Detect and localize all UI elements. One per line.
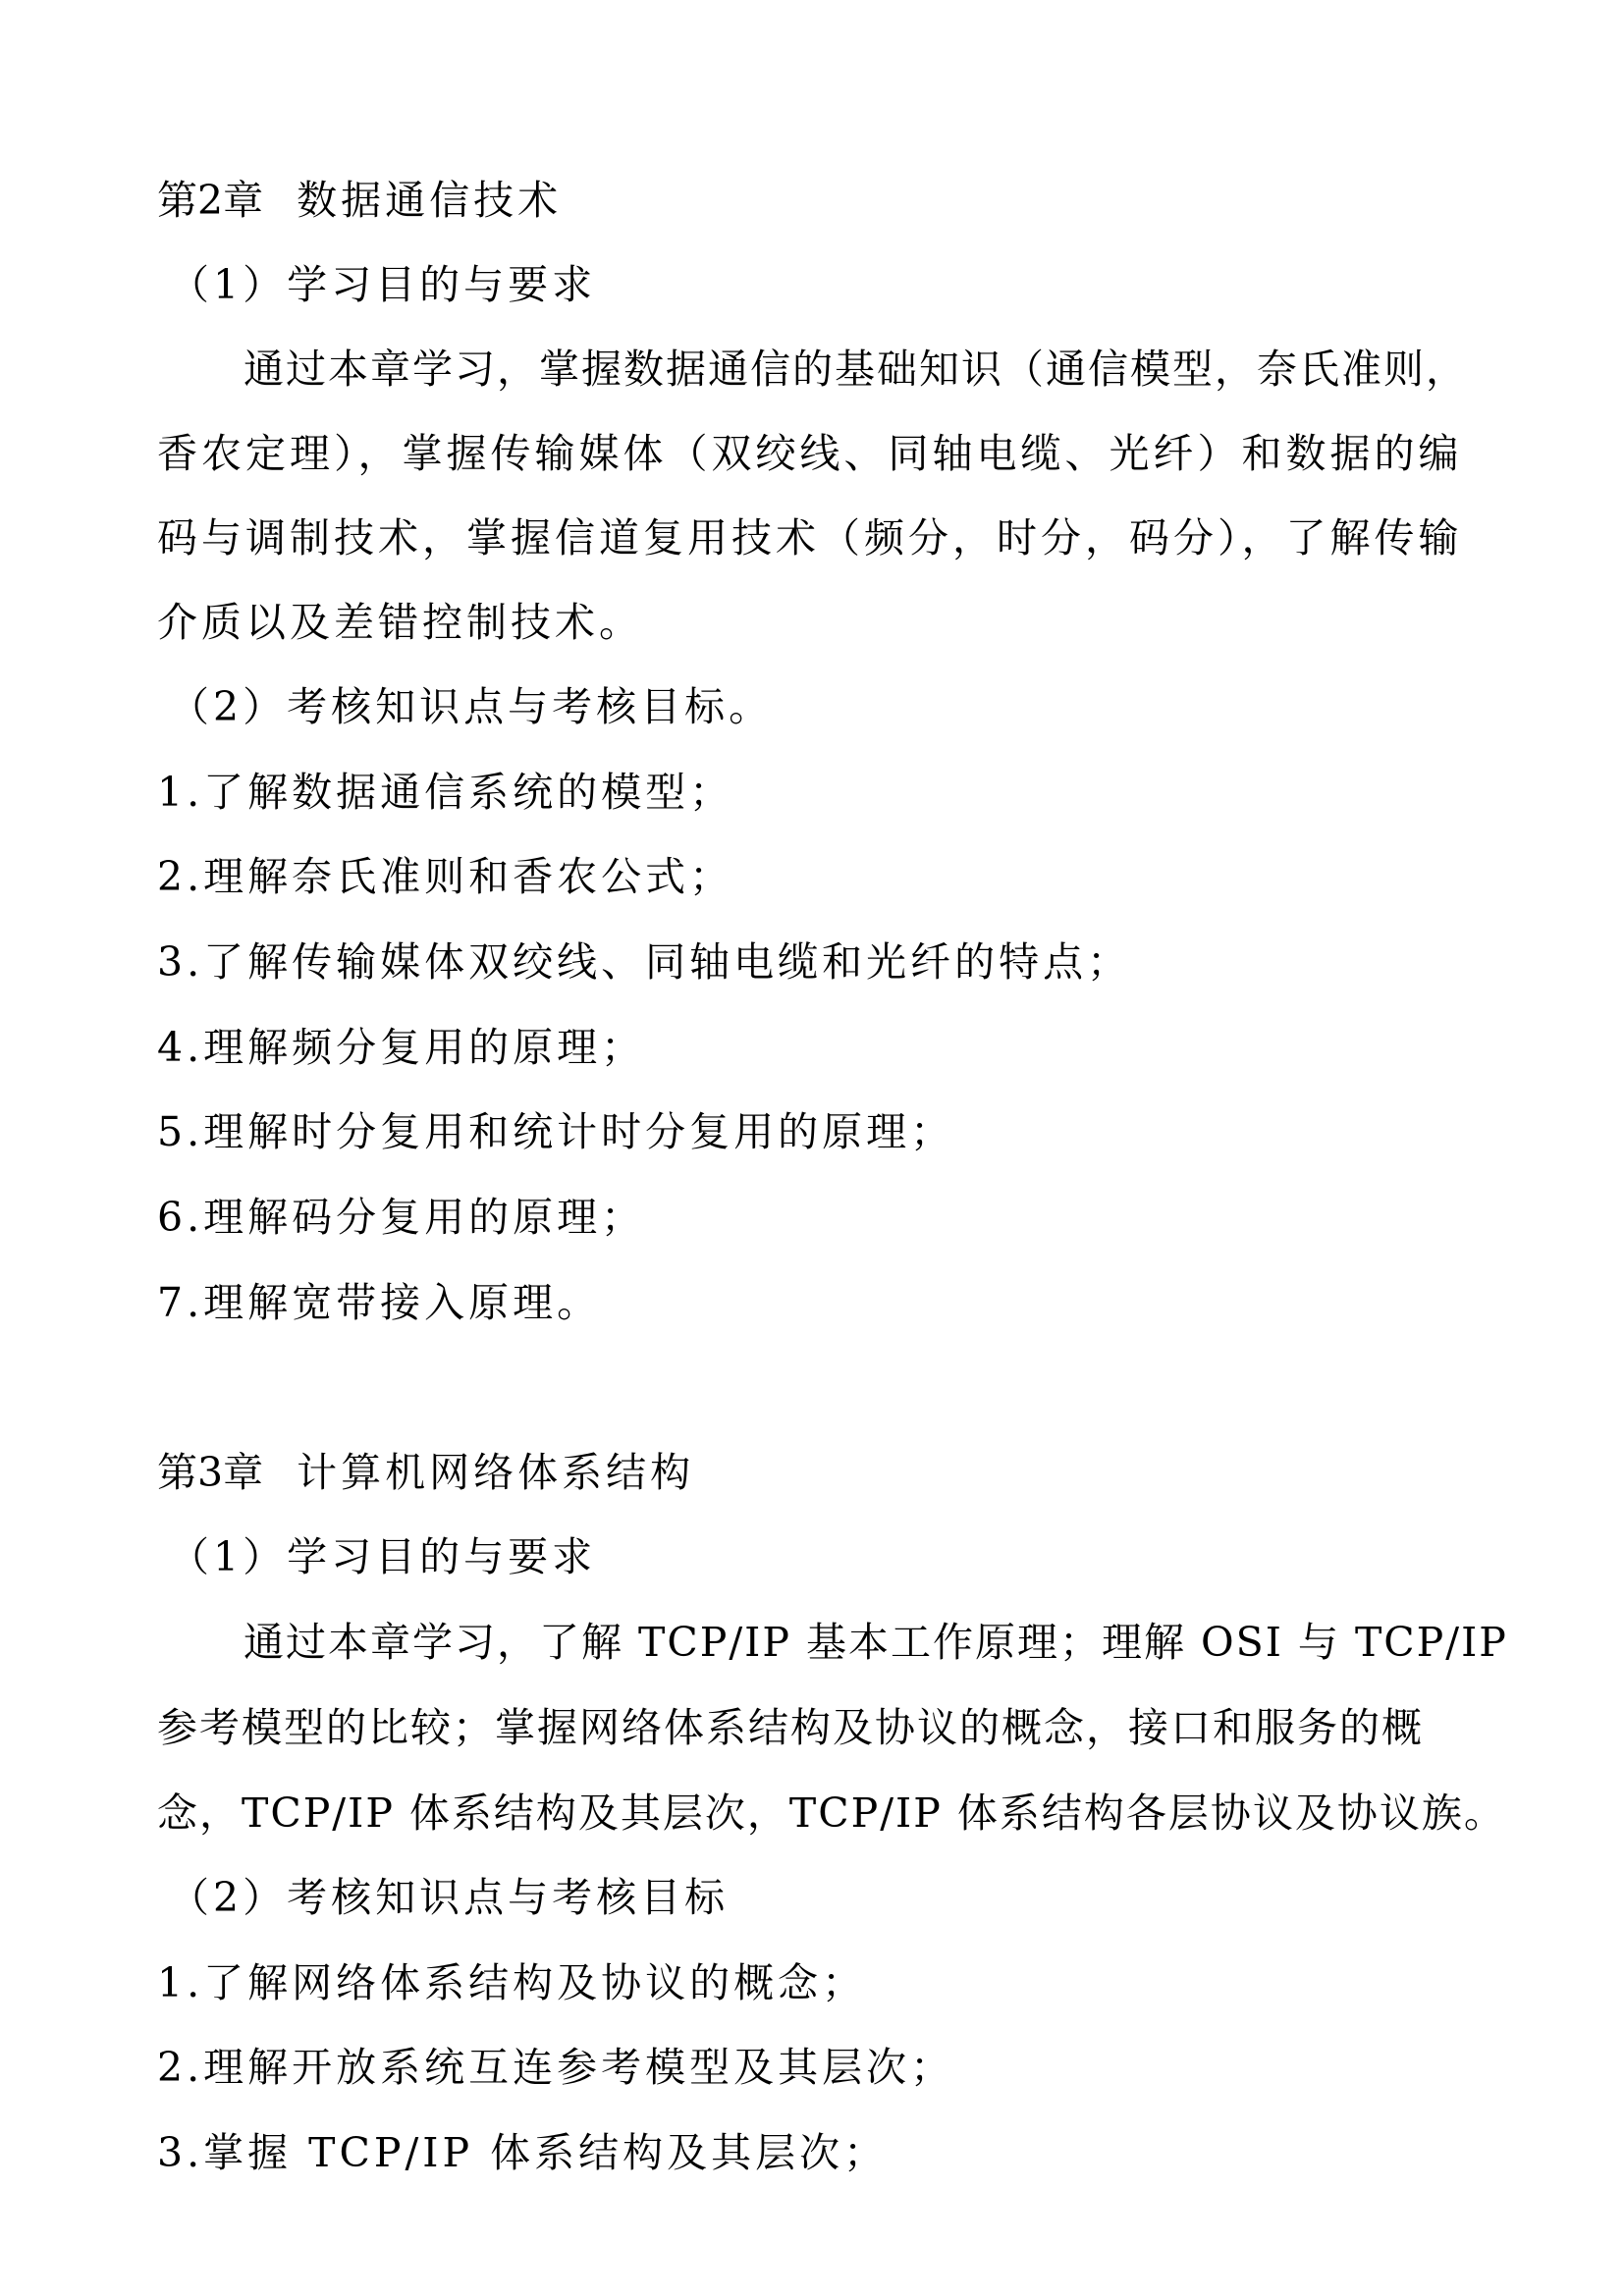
chapter3-name: 计算机网络体系结构 bbox=[297, 1449, 695, 1496]
chapter2-number: 第2章 bbox=[157, 177, 264, 224]
chapter2-item-1: 1.了解数据通信系统的模型； bbox=[157, 769, 734, 816]
chapter2-goal-line-4: 介质以及差错控制技术。 bbox=[157, 599, 643, 646]
chapter3-assess-heading: （2）考核知识点与考核目标 bbox=[169, 1874, 730, 1921]
chapter3-number: 第3章 bbox=[157, 1449, 264, 1496]
chapter3-item-3: 3.掌握 TCP/IP 体系结构及其层次； bbox=[157, 2129, 889, 2176]
chapter3-goal-heading: （1）学习目的与要求 bbox=[169, 1533, 597, 1580]
chapter2-item-7: 7.理解宽带接入原理。 bbox=[157, 1279, 602, 1326]
chapter2-name: 数据通信技术 bbox=[297, 177, 563, 224]
chapter2-item-2: 2.理解奈氏准则和香农公式； bbox=[157, 853, 734, 900]
chapter2-item-3: 3.了解传输媒体双绞线、同轴电缆和光纤的特点； bbox=[157, 938, 1132, 986]
chapter2-assess-heading: （2）考核知识点与考核目标。 bbox=[169, 683, 774, 730]
chapter2-item-6: 6.理解码分复用的原理； bbox=[157, 1194, 646, 1241]
chapter2-goal-line-1: 通过本章学习，掌握数据通信的基础知识（通信模型，奈氏准则， bbox=[244, 346, 1468, 393]
chapter2-goal-heading: （1）学习目的与要求 bbox=[169, 261, 597, 308]
chapter2-goal-line-3: 码与调制技术，掌握信道复用技术（频分，时分，码分），了解传输 bbox=[157, 514, 1463, 561]
chapter3-title bbox=[157, 1446, 694, 1499]
chapter2-goal-line-2: 香农定理），掌握传输媒体（双绞线、同轴电缆、光纤）和数据的编 bbox=[157, 430, 1463, 477]
chapter3-item-2: 2.理解开放系统互连参考模型及其层次； bbox=[157, 2044, 955, 2091]
chapter2-title bbox=[157, 174, 562, 227]
chapter3-goal-line-3: 念，TCP/IP 体系结构及其层次，TCP/IP 体系结构各层协议及协议族。 bbox=[157, 1789, 1506, 1837]
chapter3-goal-line-2: 参考模型的比较；掌握网络体系结构及协议的概念，接口和服务的概 bbox=[157, 1704, 1424, 1751]
chapter3-goal-line-1: 通过本章学习，了解 TCP/IP 基本工作原理；理解 OSI 与 TCP/IP bbox=[244, 1619, 1508, 1666]
chapter3-item-1: 1.了解网络体系结构及协议的概念； bbox=[157, 1959, 867, 2006]
chapter2-item-5: 5.理解时分复用和统计时分复用的原理； bbox=[157, 1108, 955, 1155]
chapter2-item-4: 4.理解频分复用的原理； bbox=[157, 1024, 646, 1071]
